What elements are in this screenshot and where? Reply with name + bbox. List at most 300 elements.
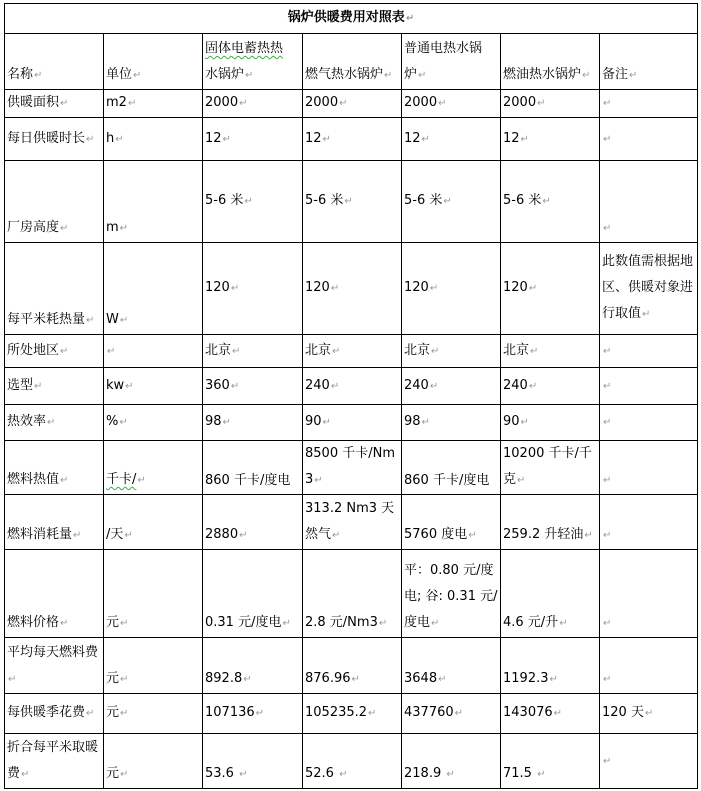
cell-text: 热效率 [7, 414, 47, 429]
cell-name [5, 161, 104, 243]
paragraph-mark-icon: ↵ [21, 769, 30, 780]
paragraph-mark-icon: ↵ [60, 618, 69, 629]
paragraph-mark-icon: ↵ [86, 133, 95, 145]
cell-gas [303, 734, 402, 789]
table-row [5, 734, 698, 789]
cell-text: 10200 千卡/千克 [503, 446, 592, 487]
cell-text: 12 [503, 130, 520, 146]
cell-text: 437760 [404, 705, 454, 720]
paragraph-mark-icon: ↵ [107, 345, 116, 357]
cell-electric [402, 734, 501, 789]
cell-name [5, 550, 104, 638]
cell-text: 平：0.80 元/度电; 谷: 0.31 元/度电 [404, 563, 498, 630]
cell-name [5, 694, 104, 734]
paragraph-mark-icon: ↵ [446, 769, 455, 780]
cell-text: 2000 [503, 95, 537, 110]
cell-text: 53.6 [205, 766, 234, 781]
cell-text: 218.9 [404, 766, 442, 781]
paragraph-mark-icon: ↵ [603, 380, 612, 392]
cell-text: 0.31 元/度电 [205, 615, 282, 630]
cell-oil [501, 161, 600, 243]
cell-text: 燃料消耗量 [7, 527, 73, 542]
paragraph-mark-icon: ↵ [603, 98, 612, 109]
paragraph-mark-icon: ↵ [603, 755, 612, 767]
paragraph-mark-icon: ↵ [133, 70, 142, 81]
cell-text: 860 千卡/度电 [205, 473, 291, 488]
cell-gas [303, 161, 402, 243]
cell-electric [402, 638, 501, 694]
cell-unit [104, 335, 203, 368]
paragraph-mark-icon: ↵ [47, 417, 56, 428]
cell-solid-storage [203, 335, 303, 368]
table-row [5, 495, 698, 550]
cell-electric [402, 441, 501, 495]
cell-text: 所处地区 [7, 342, 60, 358]
cell-text: 元 [106, 671, 120, 686]
cell-text: 98 [404, 414, 421, 429]
paragraph-mark-icon: ↵ [528, 283, 538, 294]
paragraph-mark-icon: ↵ [124, 530, 133, 541]
cell-text: 12 [404, 130, 421, 146]
cell-text: h [106, 130, 115, 146]
cell-text: W [106, 312, 119, 327]
cell-electric [402, 243, 501, 335]
paragraph-mark-icon: ↵ [86, 708, 95, 719]
cell-text: 每供暖季花费 [7, 705, 86, 720]
cell-solid-storage [203, 694, 303, 734]
paragraph-mark-icon: ↵ [344, 196, 353, 207]
paragraph-mark-icon: ↵ [120, 674, 129, 685]
cell-name [5, 441, 104, 495]
cell-text: 12 [205, 130, 222, 146]
cell-text: 52.6 [305, 766, 334, 781]
paragraph-mark-icon: ↵ [137, 475, 146, 486]
cell-unit [104, 405, 203, 441]
paragraph-mark-icon: ↵ [330, 380, 340, 392]
cell-text: 240 [305, 377, 330, 393]
cell-solid-storage [203, 734, 303, 789]
cell-text: 北京 [305, 342, 332, 358]
paragraph-mark-icon: ↵ [553, 708, 563, 719]
paragraph-mark-icon: ↵ [429, 380, 439, 392]
paragraph-mark-icon: ↵ [332, 345, 341, 357]
cell-oil [501, 243, 600, 335]
cell-unit [104, 368, 203, 405]
paragraph-mark-icon: ↵ [34, 70, 43, 81]
cell-note [600, 550, 698, 638]
cell-text: 259.2 升轻油 [503, 527, 584, 542]
cell-text: 平均每天燃料费 [7, 645, 99, 660]
paragraph-mark-icon: ↵ [603, 345, 612, 357]
table-row [5, 638, 698, 694]
cell-text: 12 [305, 130, 322, 146]
cell-text: 120 [503, 280, 528, 295]
cell-text: 98 [205, 414, 222, 429]
cell-name [5, 243, 104, 335]
table-row [5, 335, 698, 368]
cell-oil [501, 495, 600, 550]
cell-text: 4.6 元/升 [503, 615, 559, 630]
cell-gas [303, 118, 402, 161]
cell-unit [104, 734, 203, 789]
paragraph-mark-icon: ↵ [368, 708, 377, 719]
paragraph-mark-icon: ↵ [520, 417, 529, 428]
paragraph-mark-icon: ↵ [418, 70, 427, 81]
header-solid-storage [203, 34, 303, 90]
paragraph-mark-icon: ↵ [520, 133, 529, 145]
cell-note [600, 335, 698, 368]
paragraph-mark-icon: ↵ [644, 708, 654, 719]
cell-text: 折合每平米取暖费 [7, 740, 99, 781]
paragraph-mark-icon: ↵ [127, 98, 137, 109]
cell-unit [104, 638, 203, 694]
cell-name [5, 90, 104, 118]
cell-note [600, 90, 698, 118]
paragraph-mark-icon: ↵ [232, 345, 241, 357]
cell-electric [402, 118, 501, 161]
cell-text: 71.5 [503, 766, 532, 781]
cell-text: 90 [503, 414, 520, 429]
table-row [5, 118, 698, 161]
header-oil [501, 34, 600, 90]
header-note-text: 备注 [602, 67, 629, 82]
cell-solid-storage [203, 368, 303, 405]
paragraph-mark-icon: ↵ [339, 98, 348, 109]
cell-text: 143076 [503, 705, 553, 720]
cell-unit [104, 495, 203, 550]
cell-solid-storage [203, 405, 303, 441]
paragraph-mark-icon: ↵ [438, 98, 447, 109]
paragraph-mark-icon: ↵ [438, 674, 447, 685]
cell-gas [303, 335, 402, 368]
table-row [5, 368, 698, 405]
cell-text: kw [106, 377, 125, 393]
cell-electric [402, 90, 501, 118]
cell-name [5, 368, 104, 405]
cell-note [600, 118, 698, 161]
paragraph-mark-icon: ↵ [330, 283, 340, 294]
cell-gas [303, 441, 402, 495]
cell-text: 2000 [404, 95, 438, 110]
cell-unit [104, 161, 203, 243]
paragraph-mark-icon: ↵ [603, 530, 612, 541]
cell-name [5, 118, 104, 161]
cell-unit [104, 550, 203, 638]
paragraph-mark-icon: ↵ [603, 674, 612, 685]
paragraph-mark-icon: ↵ [454, 708, 464, 719]
cell-oil [501, 368, 600, 405]
paragraph-mark-icon: ↵ [351, 674, 360, 685]
cell-text: 107136 [205, 705, 255, 720]
cell-text: 5-6 米 [404, 193, 443, 208]
cell-text: 860 千卡/度电 [404, 473, 490, 488]
cell-electric [402, 694, 501, 734]
cell-unit [104, 694, 203, 734]
header-unit-text: 单位 [106, 67, 133, 82]
paragraph-mark-icon: ↵ [282, 618, 291, 629]
cell-text: 105235.2 [305, 705, 368, 720]
header-unit [104, 34, 203, 90]
paragraph-mark-icon: ↵ [73, 530, 82, 541]
header-electric-line1: 普通电热水锅 [404, 41, 483, 56]
paragraph-mark-icon: ↵ [86, 315, 95, 326]
cell-text: 燃料热值 [7, 472, 60, 487]
cell-note [600, 495, 698, 550]
cell-note [600, 694, 698, 734]
paragraph-mark-icon: ↵ [603, 417, 612, 428]
cell-solid-storage [203, 638, 303, 694]
cell-text: 每平米耗热量 [7, 312, 86, 327]
cell-oil [501, 90, 600, 118]
cell-text: 此数值需根据地区、供暖对象进行取值 [602, 254, 694, 321]
cell-gas [303, 638, 402, 694]
cell-name [5, 335, 104, 368]
header-name-text: 名称 [7, 67, 34, 82]
cell-solid-storage [203, 90, 303, 118]
header-solid-storage-line2: 水锅炉 [205, 67, 245, 82]
table-row [5, 694, 698, 734]
cell-electric [402, 335, 501, 368]
paragraph-mark-icon: ↵ [421, 417, 430, 428]
cell-text: 燃料价格 [7, 615, 60, 630]
paragraph-mark-icon: ↵ [332, 530, 341, 541]
header-row [5, 34, 698, 90]
cell-electric [402, 405, 501, 441]
paragraph-mark-icon: ↵ [314, 475, 323, 486]
table-row [5, 243, 698, 335]
cell-text: % [106, 414, 119, 429]
cell-solid-storage [203, 243, 303, 335]
cell-text: 120 [404, 280, 429, 295]
cell-text: 120 [305, 280, 330, 295]
table-row [5, 161, 698, 243]
cell-gas [303, 550, 402, 638]
cell-text: 5760 度电 [404, 527, 468, 542]
paragraph-mark-icon: ↵ [244, 196, 253, 207]
cell-unit [104, 90, 203, 118]
paragraph-mark-icon: ↵ [530, 345, 539, 357]
paragraph-mark-icon: ↵ [125, 380, 134, 392]
paragraph-mark-icon: ↵ [222, 133, 231, 145]
paragraph-mark-icon: ↵ [222, 417, 231, 428]
cell-name [5, 405, 104, 441]
paragraph-mark-icon: ↵ [119, 315, 129, 326]
cell-text: 313.2 Nm3 天然气 [305, 501, 395, 542]
cell-oil [501, 734, 600, 789]
paragraph-mark-icon: ↵ [120, 769, 129, 780]
paragraph-mark-icon: ↵ [378, 618, 388, 629]
cell-text: 120 [205, 280, 230, 295]
cell-text: 北京 [503, 342, 530, 358]
cell-name [5, 734, 104, 789]
cell-electric [402, 161, 501, 243]
paragraph-mark-icon: ↵ [239, 98, 248, 109]
paragraph-mark-icon: ↵ [431, 345, 440, 357]
header-note [600, 34, 698, 90]
paragraph-mark-icon: ↵ [468, 530, 477, 541]
cell-solid-storage [203, 161, 303, 243]
cell-gas [303, 495, 402, 550]
header-name [5, 34, 104, 90]
table-title-text: 锅炉供暖费用对照表 [287, 10, 405, 25]
cell-gas [303, 405, 402, 441]
paragraph-mark-icon: ↵ [230, 380, 240, 392]
cell-unit [104, 118, 203, 161]
paragraph-mark-icon: ↵ [603, 475, 612, 486]
cell-note [600, 405, 698, 441]
cell-oil [501, 638, 600, 694]
header-gas-text: 燃气热水锅炉 [305, 67, 384, 82]
cell-text: 240 [503, 377, 528, 393]
table-row [5, 405, 698, 441]
cell-solid-storage [203, 441, 303, 495]
cell-text: 元 [106, 766, 120, 781]
cell-text: 2000 [305, 95, 339, 110]
cell-electric [402, 550, 501, 638]
header-gas [303, 34, 402, 90]
cell-text: 892.8 [205, 671, 243, 686]
paragraph-mark-icon: ↵ [549, 674, 558, 685]
header-electric-line2: 炉 [404, 67, 418, 82]
paragraph-mark-icon: ↵ [431, 618, 440, 629]
cell-unit [104, 441, 203, 495]
cell-text: 120 天 [602, 705, 644, 720]
cell-text: 90 [305, 414, 322, 429]
paragraph-mark-icon: ↵ [405, 13, 415, 24]
cell-name [5, 495, 104, 550]
paragraph-mark-icon: ↵ [528, 380, 538, 392]
paragraph-mark-icon: ↵ [584, 530, 593, 541]
cell-text: 2880 [205, 527, 239, 542]
cell-text: 1192.3 [503, 671, 549, 686]
paragraph-mark-icon: ↵ [559, 618, 568, 629]
header-electric [402, 34, 501, 90]
paragraph-mark-icon: ↵ [642, 309, 651, 320]
paragraph-mark-icon: ↵ [60, 475, 69, 486]
cell-solid-storage [203, 495, 303, 550]
paragraph-mark-icon: ↵ [603, 223, 612, 234]
cell-note [600, 441, 698, 495]
paragraph-mark-icon: ↵ [245, 70, 254, 81]
cell-electric [402, 495, 501, 550]
table-row [5, 550, 698, 638]
cell-solid-storage [203, 118, 303, 161]
paragraph-mark-icon: ↵ [119, 417, 128, 428]
cell-text: 240 [404, 377, 429, 393]
paragraph-mark-icon: ↵ [322, 133, 331, 145]
paragraph-mark-icon: ↵ [537, 98, 546, 109]
cell-oil [501, 405, 600, 441]
cell-text: 8500 千卡/Nm3 [305, 446, 395, 487]
cell-text: 北京 [404, 342, 431, 358]
cell-text: 每日供暖时长 [7, 130, 86, 146]
paragraph-mark-icon: ↵ [8, 674, 17, 685]
cell-text: 2000 [205, 95, 239, 110]
paragraph-mark-icon: ↵ [120, 618, 129, 629]
cell-text: 供暖面积 [7, 95, 60, 110]
header-solid-storage-line1: 固体电蓄热热 [205, 41, 284, 56]
paragraph-mark-icon: ↵ [384, 70, 393, 81]
paragraph-mark-icon: ↵ [239, 530, 248, 541]
cell-gas [303, 694, 402, 734]
cell-text: 5-6 米 [503, 193, 542, 208]
cell-text: 选型 [7, 377, 34, 393]
cell-note [600, 161, 698, 243]
cell-gas [303, 368, 402, 405]
paragraph-mark-icon: ↵ [230, 283, 240, 294]
cell-gas [303, 243, 402, 335]
paragraph-mark-icon: ↵ [537, 769, 546, 780]
cell-text: 360 [205, 377, 230, 393]
cell-note [600, 734, 698, 789]
cell-text: m [106, 220, 119, 235]
paragraph-mark-icon: ↵ [339, 769, 348, 780]
paragraph-mark-icon: ↵ [322, 417, 331, 428]
cell-oil [501, 118, 600, 161]
header-oil-text: 燃油热水锅炉 [503, 67, 582, 82]
paragraph-mark-icon: ↵ [115, 133, 124, 145]
paragraph-mark-icon: ↵ [120, 708, 129, 719]
table-row [5, 90, 698, 118]
cell-text: /天 [106, 527, 124, 542]
cell-text: 元 [106, 615, 120, 630]
cell-text: 5-6 米 [305, 193, 344, 208]
cell-text: 北京 [205, 342, 232, 358]
cell-note [600, 638, 698, 694]
paragraph-mark-icon: ↵ [603, 618, 612, 629]
cell-text: 5-6 米 [205, 193, 244, 208]
paragraph-mark-icon: ↵ [582, 70, 591, 81]
paragraph-mark-icon: ↵ [119, 223, 129, 234]
paragraph-mark-icon: ↵ [603, 133, 612, 145]
cell-gas [303, 90, 402, 118]
cell-unit [104, 243, 203, 335]
cell-name [5, 638, 104, 694]
table-title-row [5, 4, 698, 34]
cell-electric [402, 368, 501, 405]
paragraph-mark-icon: ↵ [542, 196, 551, 207]
cell-text: 元 [106, 705, 120, 720]
paragraph-mark-icon: ↵ [60, 98, 69, 109]
cell-note [600, 368, 698, 405]
table-title [5, 4, 698, 34]
cell-note [600, 243, 698, 335]
paragraph-mark-icon: ↵ [34, 380, 43, 392]
paragraph-mark-icon: ↵ [60, 223, 69, 234]
cell-text: m2 [106, 95, 127, 110]
paragraph-mark-icon: ↵ [60, 345, 69, 357]
cell-oil [501, 335, 600, 368]
cell-text: 3648 [404, 671, 438, 686]
paragraph-mark-icon: ↵ [255, 708, 265, 719]
paragraph-mark-icon: ↵ [243, 674, 252, 685]
paragraph-mark-icon: ↵ [629, 70, 638, 81]
cell-solid-storage [203, 550, 303, 638]
paragraph-mark-icon: ↵ [443, 196, 452, 207]
cell-oil [501, 694, 600, 734]
paragraph-mark-icon: ↵ [421, 133, 430, 145]
paragraph-mark-icon: ↵ [517, 475, 526, 486]
cell-text: 876.96 [305, 671, 351, 686]
cell-oil [501, 550, 600, 638]
cell-text: 千卡/ [106, 472, 137, 487]
cell-text: 厂房高度 [7, 220, 60, 235]
table-row [5, 441, 698, 495]
paragraph-mark-icon: ↵ [429, 283, 439, 294]
cell-oil [501, 441, 600, 495]
cell-text: 2.8 元/Nm3 [305, 615, 378, 630]
heating-cost-comparison-table [4, 3, 698, 789]
